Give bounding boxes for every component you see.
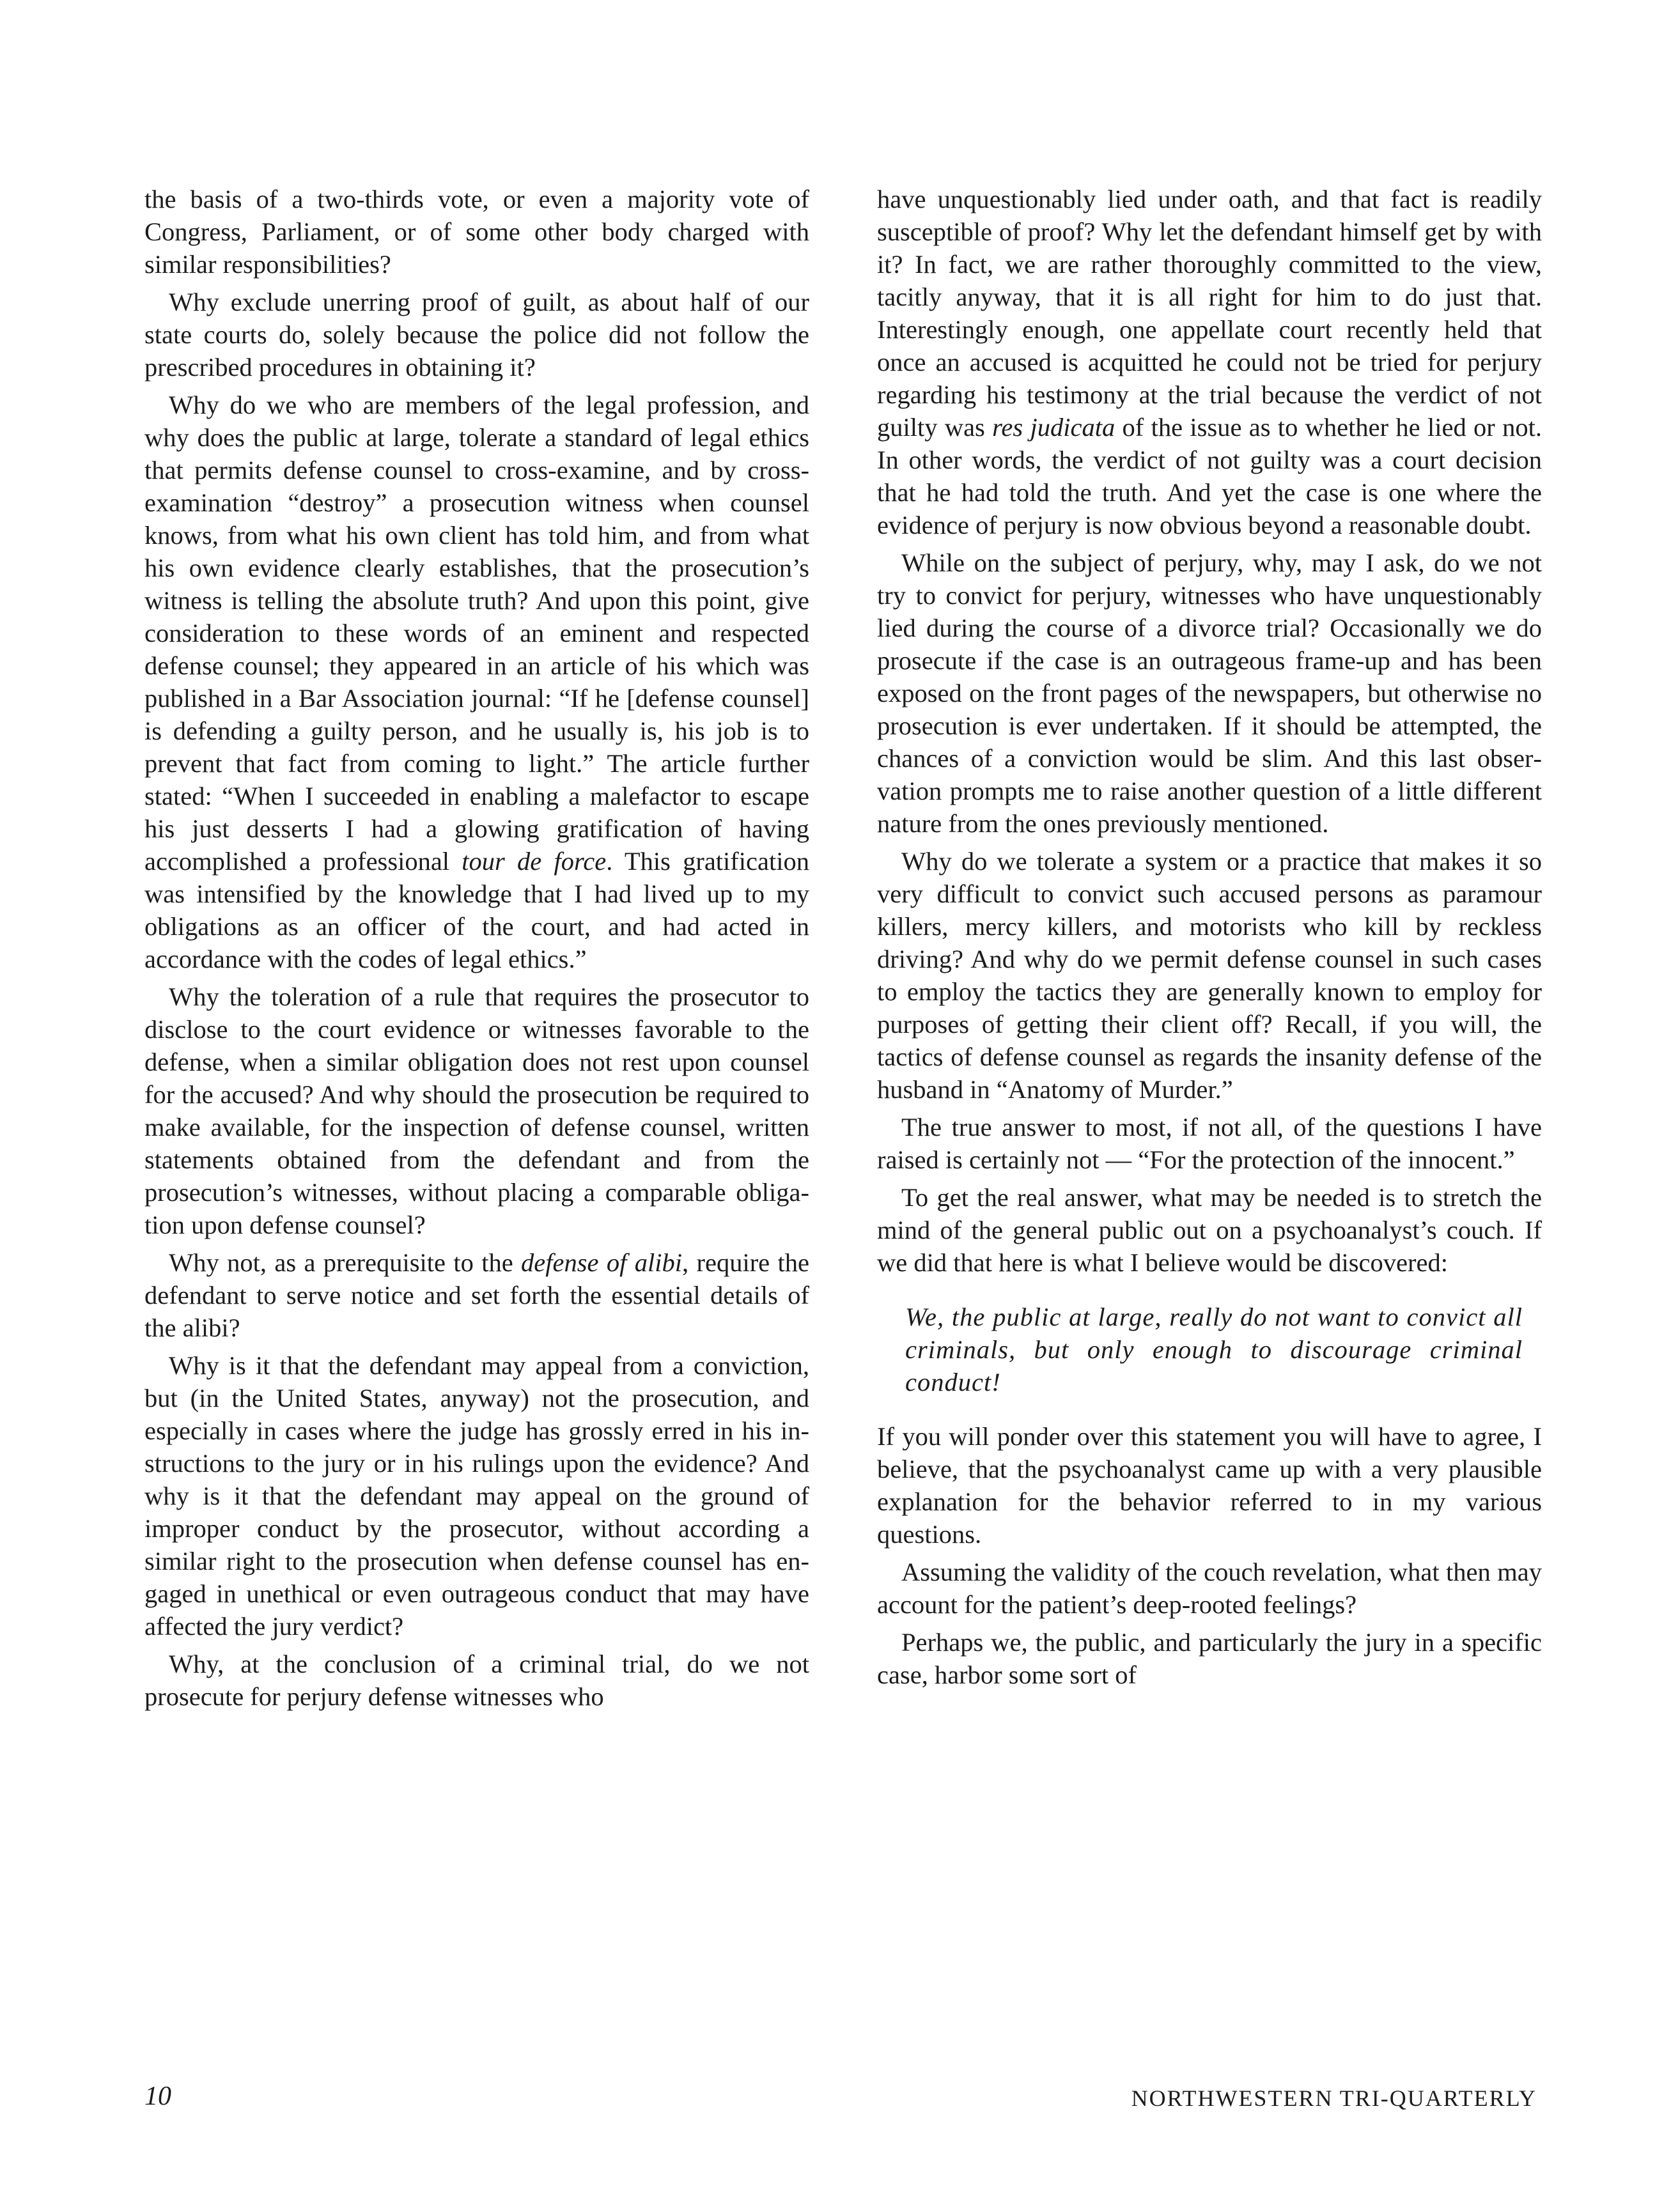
journal-title: NORTHWESTERN TRI-QUARTERLY bbox=[1131, 2085, 1537, 2111]
paragraph: Assuming the validity of the couch revelation, what then may account for the patient’s deep-rooted feelings? bbox=[877, 1558, 1542, 1619]
paragraph: Why do we tolerate a system or a practice that makes it so very difficult to convict such accused persons as paramour killers, mercy killers, and motorists who kill by reckless driving? And why do we permit defense counsel in such cases to employ the tactics they are generally known to employ for purposes of getting their client off? Recall, if you will, the tactics of defense counsel as regards the insanity defense of the husband in “Anatomy of Murder.” bbox=[877, 847, 1542, 1104]
paragraph: To get the real answer, what may be needed is to stretch the mind of the general public out on a psychoanalyst’s couch. If we did that here is what I believe would be discovered: bbox=[877, 1183, 1542, 1277]
paragraph: While on the subject of perjury, why, may I ask, do we not try to convict for perjury, witnesses who have unquestionably lied during the course of a divorce trial? Occasionally we do prosecute if the case is an outrageous frame-up and has been exposed on the front pages of the newspapers, but otherwise no prosecution is ever undertaken. If it should be attempted, the chances of a conviction would be slim. And this last observation prompts me to raise another question of a little different nature from the ones previously mentioned. bbox=[877, 548, 1542, 838]
paragraph: Why exclude unerring proof of guilt, as about half of our state courts do, solely because the police did not follow the prescribed procedures in obtaining it? bbox=[144, 288, 809, 382]
paragraph: have unquestionably lied under oath, and that fact is readily susceptible of proof? Why let the defendant himself get by with it? In fact, we are rather thoroughly committed to the view, tacitly anyway, that it is all right for him to do just that. Interestingly enough, one appellate court recently held that once an accused is acquitted he could not be tried for perjury regarding his testimony at the trial because the verdict of not guilty was res judicata of the issue as to whether he lied or not. In other words, the verdict of not guilty was a court decision that he had told the truth. And yet the case is one where the evidence of perjury is now obvious beyond a reasonable doubt. bbox=[877, 185, 1542, 539]
block-quote: We, the public at large, really do not want to convict all criminals, but only enough to discourage criminal conduct! bbox=[905, 1303, 1523, 1396]
paragraph: Why, at the conclusion of a criminal trial, do we not prosecute for perjury defense witnesses who bbox=[144, 1650, 809, 1711]
paragraph: Perhaps we, the public, and particularly the jury in a specific case, harbor some sort of bbox=[877, 1628, 1542, 1689]
paragraph: The true answer to most, if not all, of the questions I have raised is certainly not — “For the protection of the innocent.” bbox=[877, 1113, 1542, 1174]
left-column bbox=[144, 183, 809, 1718]
paragraph: Why the toleration of a rule that requires the prosecutor to disclose to the court evidence or witnesses favorable to the defense, when a similar obligation does not rest upon counsel for the accused? And why should the prosecution be required to make available, for the inspection of defense counsel, written statements obtained from the defendant and from the prosecution’s witnesses, without placing a comparable obligation upon defense counsel? bbox=[144, 982, 809, 1239]
paragraph: If you will ponder over this statement you will have to agree, I believe, that the psychoanalyst came up with a very plausible explanation for the behavior referred to in my various questions. bbox=[877, 1422, 1542, 1549]
page-number: 10 bbox=[144, 2082, 171, 2111]
paragraph: Why is it that the defendant may appeal from a conviction, but (in the United States, anyway) not the prosecution, and especially in cases where the judge has grossly erred in his instructions to the jury or in his rulings upon the evidence? And why is it that the defendant may appeal on the ground of improper conduct by the prosecutor, without according a similar right to the prosecution when defense counsel has engaged in unethical or even outrageous conduct that may have affected the jury verdict? bbox=[144, 1351, 809, 1641]
paragraph: Why not, as a prerequisite to the defense of alibi, require the defendant to serve notice and set forth the essential details of the alibi? bbox=[144, 1248, 810, 1342]
paragraph: the basis of a two-thirds vote, or even a majority vote of Congress, Parliament, or of some other body charged with similar responsibilities? bbox=[144, 185, 809, 279]
paragraph: Why do we who are members of the legal profession, and why does the public at large, tolerate a standard of legal ethics that permits defense counsel to cross-examine, and by cross-examination “destroy” a prosecution witness when counsel knows, from what his own client has told him, and from what his own evidence clearly establishes, that the prosecution’s witness is telling the absolute truth? And upon this point, give consideration to these words of an eminent and respected defense counsel; they appeared in an article of his which was published in a Bar Association journal: “If he [defense counsel] is defending a guilty person, and he usually is, his job is to prevent that fact from coming to light.” The article further stated: “When I succeeded in enabling a malefactor to escape his just desserts I had a glowing gratification of having accomplished a professional tour de force. This gratification was intensified by the knowledge that I had lived up to my obligations as an officer of the court, and had acted in accordance with the codes of legal ethics.” bbox=[144, 391, 809, 973]
right-column bbox=[877, 183, 1542, 1696]
